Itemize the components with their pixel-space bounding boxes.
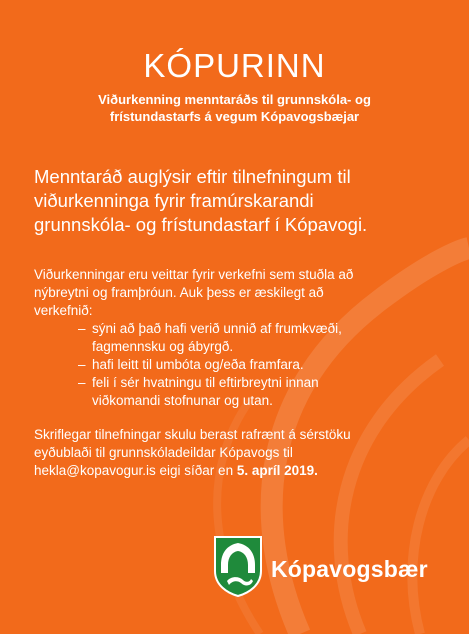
criteria-line: – hafi leitt til umbóta og/eða framfara.	[92, 357, 304, 372]
criteria-item	[34, 320, 454, 356]
criteria-line: fagmennsku og ábyrgð.	[92, 339, 234, 354]
closing-email-text: hekla@kopavogur.is eigi síðar en	[34, 463, 237, 478]
closing-paragraph	[34, 426, 454, 480]
criteria-list	[34, 320, 454, 410]
criteria-line: – feli í sér hvatningu til eftirbreytni innan	[92, 375, 319, 390]
body-line: Viðurkenningar eru veittar fyrir verkefni sem stuðla að	[34, 267, 354, 282]
criteria-item	[34, 374, 454, 410]
body-line: verkefnið:	[34, 303, 93, 318]
deadline-date: 5. apríl 2019.	[236, 463, 318, 478]
closing-line: eyðublaði til grunnskóladeildar Kópavogs til	[34, 445, 293, 460]
lead-paragraph	[34, 165, 454, 237]
body-line: nýbreytni og framþróun. Auk þess er æskilegt að	[34, 285, 324, 300]
brand-name: Kópavogsbær	[271, 556, 428, 582]
lead-line: grunnskóla- og frístundastarf í Kópavogi.	[34, 214, 368, 235]
poster-subtitle	[0, 91, 469, 125]
criteria-line: viðkomandi stofnunar og utan.	[92, 393, 273, 408]
criteria-item	[34, 356, 454, 374]
kopavogur-coat-of-arms-icon	[213, 535, 263, 597]
subtitle-line: Viðurkenning menntaráðs til grunnskóla- og	[98, 92, 371, 107]
poster-title: KÓPURINN	[143, 47, 326, 84]
lead-line: viðurkenninga fyrir framúrskarandi	[34, 190, 314, 211]
closing-line-3	[34, 462, 454, 480]
criteria-line: – sýni að það hafi verið unnið af frumkvæði,	[92, 321, 342, 336]
lead-line: Menntaráð auglýsir eftir tilnefningum til	[34, 166, 351, 187]
closing-line: Skriflegar tilnefningar skulu berast rafrænt á sérstöku	[34, 427, 351, 442]
body-paragraph	[34, 266, 454, 410]
subtitle-line: frístundastarfs á vegum Kópavogsbæjar	[109, 109, 360, 124]
